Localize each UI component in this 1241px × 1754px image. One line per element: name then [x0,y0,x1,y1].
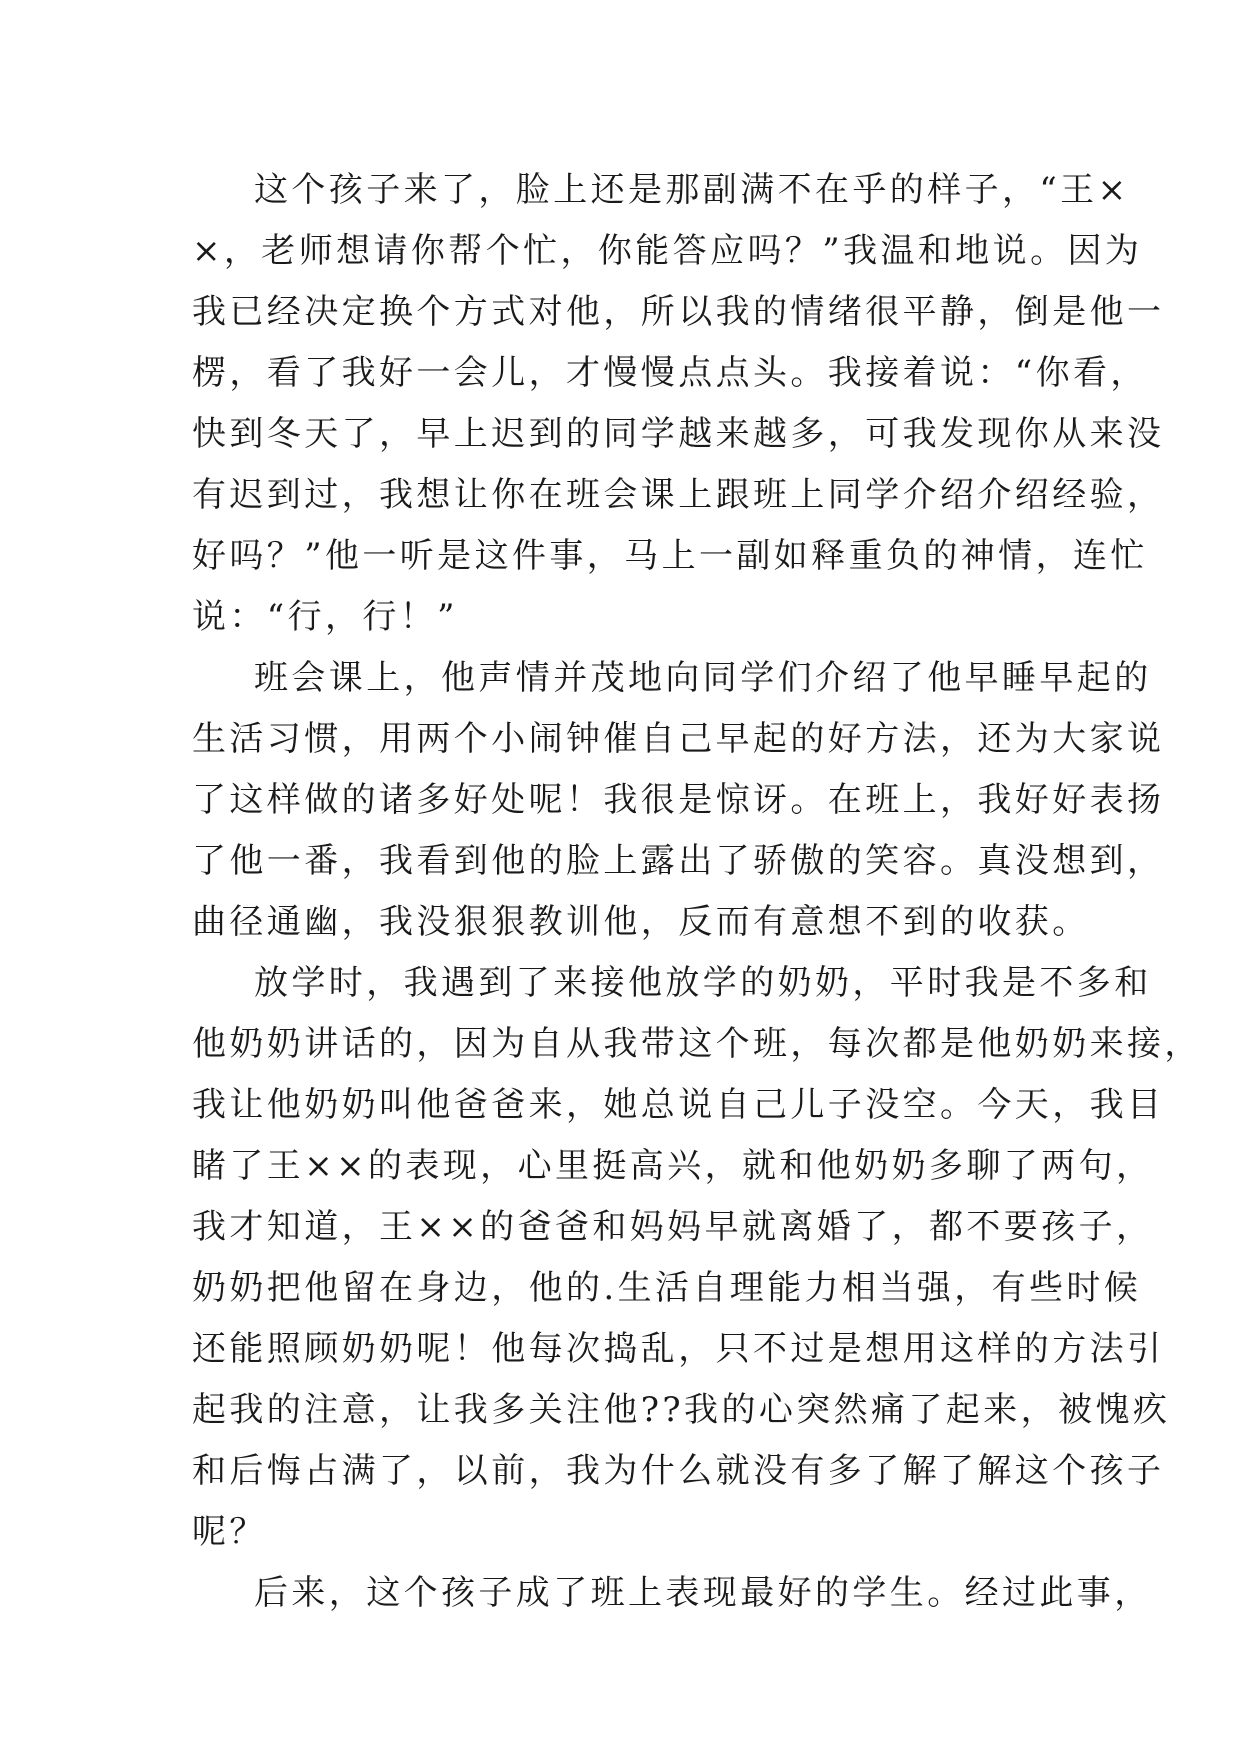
text-line: 和后悔占满了，以前，我为什么就没有多了解了解这个孩子 [192,1451,1165,1491]
paragraph-1 [192,160,1165,648]
text-line: 说：“行，行！” [192,597,458,637]
text-line: 有迟到过，我想让你在班会课上跟班上同学介绍介绍经验， [192,475,1165,515]
text-line: 生活习惯，用两个小闹钟催自己早起的好方法，还为大家说 [192,719,1165,759]
text-line: 还能照顾奶奶呢！他每次捣乱，只不过是想用这样的方法引 [192,1329,1165,1369]
text-line: ×，老师想请你帮个忙，你能答应吗？”我温和地说。因为 [192,231,1143,271]
paragraph-3 [192,953,1202,1563]
text-line: 起我的注意，让我多关注他??我的心突然痛了起来，被愧疚 [192,1390,1171,1430]
text-line: 呢？ [192,1512,267,1552]
text-line: 了这样做的诸多好处呢！我很是惊讶。在班上，我好好表扬 [192,780,1165,820]
text-line: 他奶奶讲话的，因为自从我带这个班，每次都是他奶奶来接， [192,1024,1202,1064]
text-line: 奶奶把他留在身边，他的.生活自理能力相当强，有些时候 [192,1268,1142,1308]
text-line: 快到冬天了，早上迟到的同学越来越多，可我发现你从来没 [192,414,1165,454]
text-line: 我已经决定换个方式对他，所以我的情绪很平静，倒是他一 [192,292,1165,332]
paragraph-2 [192,648,1165,953]
paragraph-4 [192,1563,1152,1624]
text-line: 好吗？”他一听是这件事，马上一副如释重负的神情，连忙 [192,536,1148,576]
text-line: 楞，看了我好一会儿，才慢慢点点头。我接着说：“你看， [192,353,1148,393]
text-line: 了他一番，我看到他的脸上露出了骄傲的笑容。真没想到， [192,841,1165,881]
text-line: 这个孩子来了，脸上还是那副满不在乎的样子，“王× [254,170,1130,210]
text-line: 放学时，我遇到了来接他放学的奶奶，平时我是不多和 [254,963,1152,1003]
text-line: 后来，这个孩子成了班上表现最好的学生。经过此事， [254,1573,1152,1613]
text-line: 睹了王××的表现，心里挺高兴，就和他奶奶多聊了两句， [192,1146,1154,1186]
text-line: 班会课上，他声情并茂地向同学们介绍了他早睡早起的 [254,658,1152,698]
text-line: 曲径通幽，我没狠狠教训他，反而有意想不到的收获。 [192,902,1090,942]
article-body [192,160,1202,1624]
text-line: 我才知道，王××的爸爸和妈妈早就离婚了，都不要孩子， [192,1207,1154,1247]
text-line: 我让他奶奶叫他爸爸来，她总说自己儿子没空。今天，我目 [192,1085,1165,1125]
